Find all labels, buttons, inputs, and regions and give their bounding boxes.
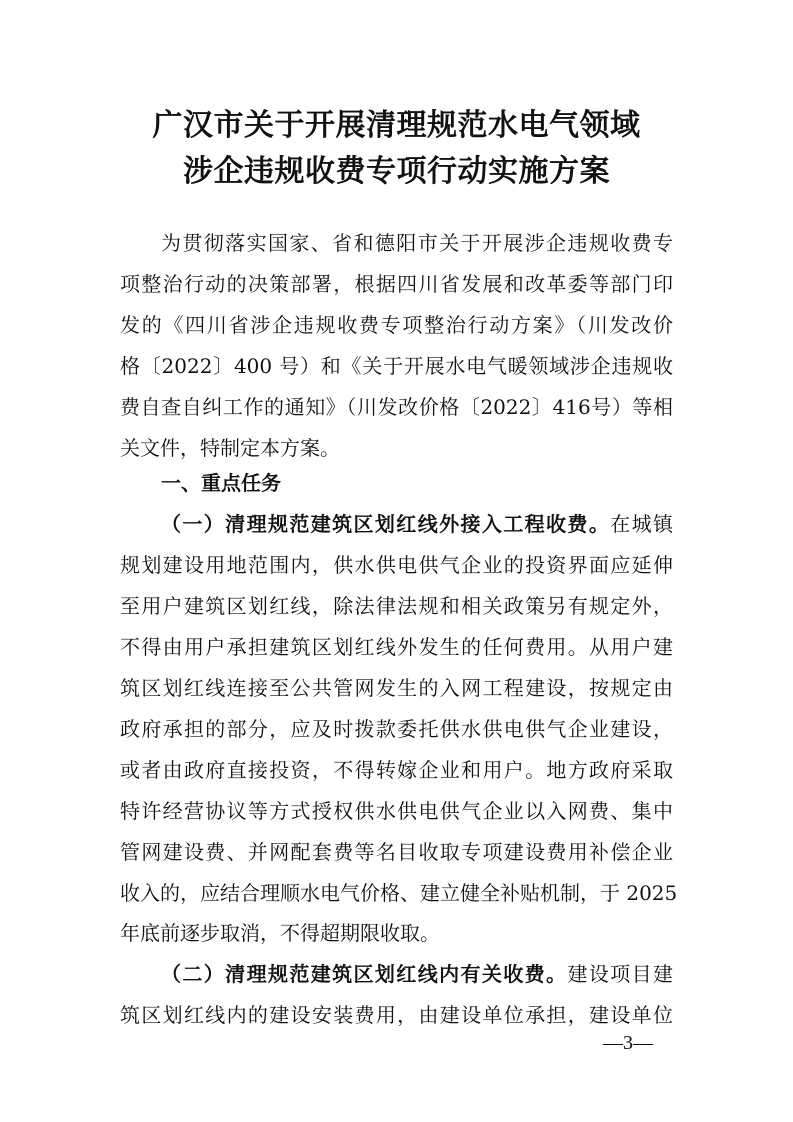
item1-first-rest: 在城镇: [610, 512, 674, 536]
item1-line-3: 不得由用户承担建筑区划红线外发生的任何费用。从用户建: [120, 635, 673, 659]
item1-line-6: 或者由政府直接投资，不得转嫁企业和用户。地方政府采取: [120, 758, 673, 782]
item1-first-line: [161, 511, 673, 537]
item2-lead: （二）清理规范建筑区划红线内有关收费。: [161, 962, 568, 986]
item1-line-10: 年底前逐步取消，不得超期限收取。: [120, 921, 440, 945]
item2-first-line: [161, 961, 673, 987]
item1-line-1: 规划建设用地范围内，供水供电供气企业的投资界面应延伸: [120, 553, 673, 577]
item1-line-5: 政府承担的部分，应及时拨款委托供水供电供气企业建设，: [120, 717, 673, 741]
intro-line-4: 格〔2022〕400 号）和《关于开展水电气暖领域涉企违规收: [120, 354, 673, 378]
document-title-line-1: 广汉市关于开展清理规范水电气领域: [152, 108, 641, 143]
section-heading-key-tasks: 一、重点任务: [161, 471, 281, 495]
item2-first-rest: 建设项目建: [567, 962, 674, 986]
document-title-line-2: 涉企违规收费专项行动实施方案: [183, 154, 610, 189]
intro-line-2: 项整治行动的决策部署，根据四川省发展和改革委等部门印: [120, 272, 673, 296]
intro-line-5: 费自查自纠工作的通知》（川发改价格〔2022〕416号）等相: [120, 395, 673, 419]
page-number: —3—: [603, 1032, 653, 1054]
item2-line-1: 筑区划红线内的建设安装费用，由建设单位承担，建设单位: [120, 1003, 673, 1027]
item1-line-8: 管网建设费、并网配套费等名目收取专项建设费用补偿企业: [120, 840, 673, 864]
intro-line-1: 为贯彻落实国家、省和德阳市关于开展涉企违规收费专: [161, 231, 673, 255]
item1-lead: （一）清理规范建筑区划红线外接入工程收费。: [161, 512, 611, 536]
item1-line-4: 筑区划红线连接至公共管网发生的入网工程建设，按规定由: [120, 676, 673, 700]
item1-line-2: 至用户建筑区划红线，除法律法规和相关政策另有规定外，: [120, 594, 673, 618]
item1-line-9: 收入的，应结合理顺水电气价格、建立健全补贴机制，于 2025: [120, 881, 678, 905]
item1-line-7: 特许经营协议等方式授权供水供电供气企业以入网费、集中: [120, 799, 673, 823]
intro-line-3: 发的《四川省涉企违规收费专项整治行动方案》（川发改价: [120, 313, 673, 337]
intro-line-6: 关文件，特制定本方案。: [120, 436, 340, 460]
